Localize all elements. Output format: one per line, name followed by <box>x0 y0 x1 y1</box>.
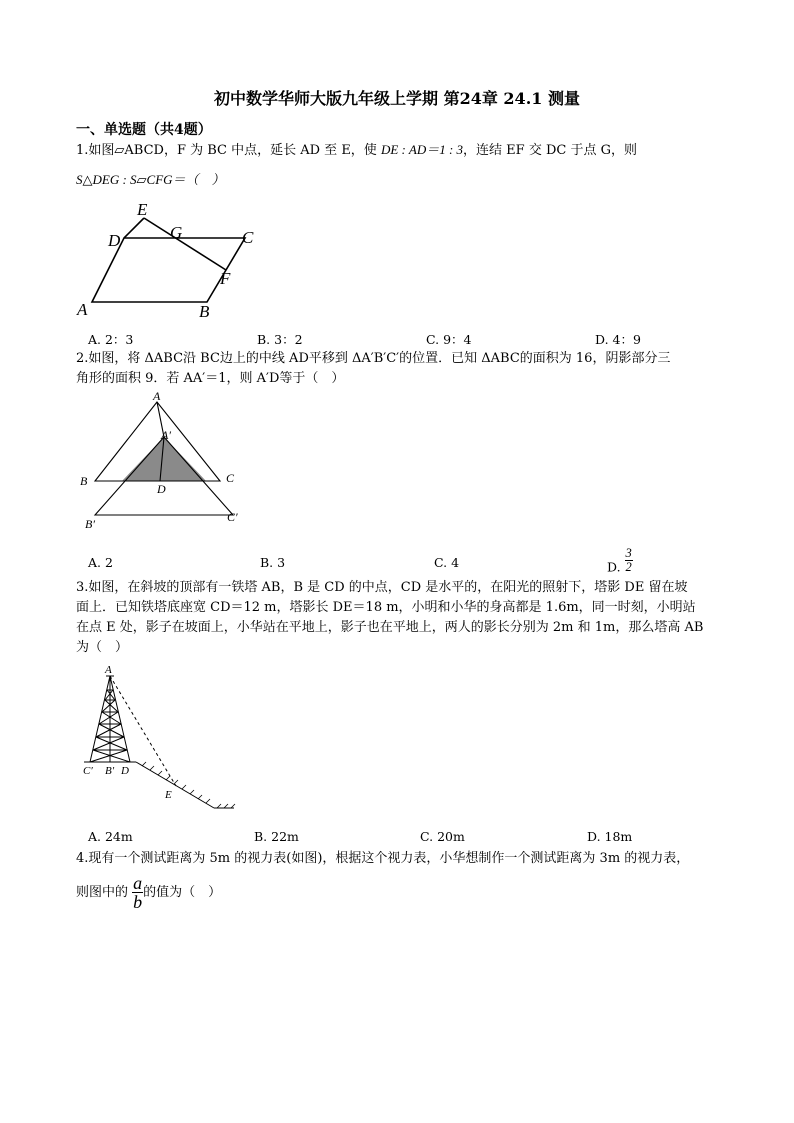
q1-area-expression: S△DEG : S▱CFG＝（ ） <box>76 172 225 187</box>
q2-label-b: B <box>80 474 88 488</box>
q2-option-d-fraction <box>625 547 633 573</box>
q2-label-b-prime: B′ <box>85 517 95 531</box>
q2-option-c[interactable]: C. 4 <box>434 555 460 570</box>
q2-label-c: C <box>226 471 235 485</box>
q3-stem-line1: 3.如图，在斜坡的顶部有一铁塔 AB，B 是 CD 的中点，CD 是水平的，在阳光的照射下，塔影 DE 留在坡 <box>76 580 688 595</box>
q3-option-a[interactable]: A. 24m <box>88 829 133 844</box>
q3-stem-line3: 在点 E 处，影子在坡面上，小华站在平地上，影子也在平地上，两人的影长分别为 2m 和 1m，那么塔高 AB <box>76 620 704 635</box>
q1-label-d: D <box>108 231 121 250</box>
q3-slope-hatching <box>142 762 235 808</box>
q3-label-e: E <box>165 789 172 801</box>
q4-stem-suffix: 的值为（ ） <box>143 885 222 900</box>
q3-label-a: A <box>105 664 112 676</box>
q1-option-d[interactable]: D. 4：9 <box>595 332 641 347</box>
q4-fraction-numerator: a <box>133 873 143 893</box>
q3-stem-line2: 面上．已知铁塔底座宽 CD＝12 m，塔影长 DE＝18 m，小明和小华的身高都是 1.6m，同一时刻，小明站 <box>76 600 696 615</box>
q1-label-c: C <box>242 228 254 247</box>
q3-label-d: D <box>121 765 129 777</box>
q2-triangle-figure <box>75 390 255 532</box>
q2-stem-line2: 角形的面积 9．若 AA′＝1，则 A′D等于（ ） <box>76 371 345 386</box>
q1-stem-suffix: ，连结 EF 交 DC 于点 G，则 <box>463 143 637 158</box>
q1-stem-line1 <box>76 140 637 161</box>
q3-option-d[interactable]: D. 18m <box>587 829 633 844</box>
q1-label-f: F <box>220 269 231 288</box>
q1-parallelogram-figure <box>70 196 270 322</box>
q2-label-c-prime: C′ <box>227 510 238 524</box>
q3-label-b: B′ <box>105 765 115 777</box>
q4-fraction-denominator: b <box>133 892 143 912</box>
q1-option-b[interactable]: B. 3：2 <box>257 332 303 347</box>
q4-fraction <box>132 874 143 911</box>
q1-ratio: DE : AD＝1 : 3 <box>380 142 464 157</box>
q2-option-a[interactable]: A. 2 <box>88 555 113 570</box>
q2-label-a-prime: A′ <box>161 428 171 442</box>
q1-option-a[interactable]: A. 2：3 <box>88 332 134 347</box>
q3-stem-line4: 为（ ） <box>76 640 129 655</box>
q1-label-g: G <box>170 223 183 242</box>
q1-label-e: E <box>137 200 148 219</box>
q2-fraction-numerator: 3 <box>625 546 632 560</box>
q2-fraction-denominator: 2 <box>625 559 632 574</box>
q2-option-b[interactable]: B. 3 <box>260 555 286 570</box>
q1-label-a: A <box>77 300 88 319</box>
q3-label-c: C′ <box>83 765 93 777</box>
page-title: 初中数学华师大版九年级上学期 第24章 24.1 测量 <box>214 89 580 108</box>
q2-label-d: D <box>157 482 166 496</box>
section-heading: 一、单选题（共4题） <box>76 122 212 138</box>
q4-stem-line1: 4.现有一个测试距离为 5m 的视力表(如图)，根据这个视力表，小华想制作一个测试距离为 3m 的视力表， <box>76 851 690 866</box>
q1-stem-prefix: 1.如图▱ABCD，F 为 BC 中点，延长 AD 至 E，使 <box>76 143 381 158</box>
q3-option-c[interactable]: C. 20m <box>420 829 465 844</box>
q3-option-b[interactable]: B. 22m <box>254 829 299 844</box>
q1-option-c[interactable]: C. 9：4 <box>426 332 472 347</box>
q1-label-b: B <box>199 302 210 321</box>
q4-stem-line2 <box>76 874 221 911</box>
q3-tower-figure <box>76 662 241 814</box>
q4-stem-prefix: 则图中的 <box>76 885 133 900</box>
q2-stem-line1: 2.如图，将 ΔABC沿 BC边上的中线 AD平移到 ΔA′B′C′的位置．已知 ΔABC的面积为 16，阴影部分三 <box>76 351 671 366</box>
q2-label-a: A <box>153 390 161 403</box>
q2-option-d-label: D. <box>607 559 625 575</box>
